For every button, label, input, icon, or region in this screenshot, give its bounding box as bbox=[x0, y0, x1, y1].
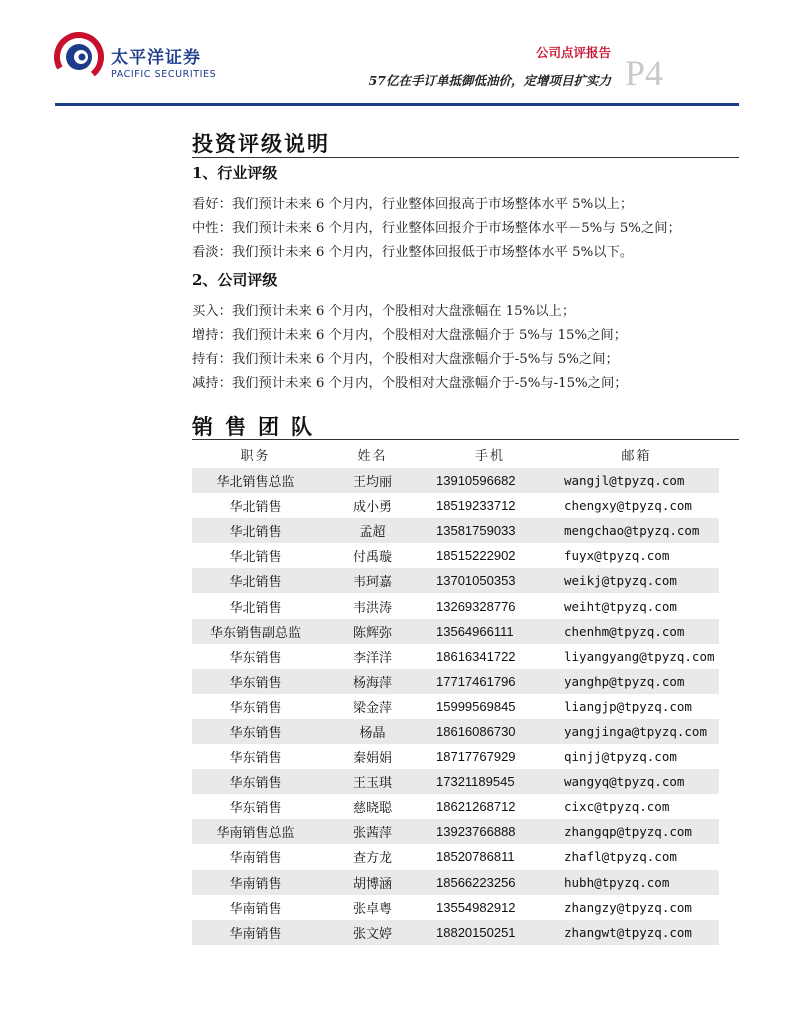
email-cell[interactable]: zhangwt@tpyzq.com bbox=[554, 920, 719, 945]
phone-cell: 13581759033 bbox=[426, 518, 554, 543]
email-cell[interactable]: fuyx@tpyzq.com bbox=[564, 548, 670, 564]
column-header-name: 姓名 bbox=[357, 449, 388, 464]
email-cell[interactable]: zhangqp@tpyzq.com bbox=[554, 819, 719, 844]
table-row bbox=[192, 619, 719, 644]
phone-cell: 17321189545 bbox=[426, 769, 554, 794]
title-cell: 华东销售 bbox=[192, 669, 319, 694]
brand-name-cn: 太平洋证券 bbox=[111, 48, 201, 68]
phone-cell: 18616086730 bbox=[426, 719, 554, 744]
table-row bbox=[192, 468, 719, 493]
title-cell: 华南销售总监 bbox=[192, 819, 319, 844]
report-type: 公司点评报告 bbox=[535, 45, 611, 60]
rating-section-title: 投资评级说明 bbox=[192, 131, 330, 156]
email-cell[interactable]: chengxy@tpyzq.com bbox=[564, 498, 692, 514]
page-number: P4 bbox=[625, 53, 664, 93]
title-cell: 华北销售 bbox=[229, 500, 282, 516]
industry-rating-line: 看好：我们预计未来 6 个月内，行业整体回报高于市场整体水平 5%以上； bbox=[192, 197, 634, 212]
name-cell: 杨晶 bbox=[319, 719, 426, 744]
title-cell: 华东销售 bbox=[229, 751, 282, 767]
table-row bbox=[192, 493, 719, 518]
name-cell: 慈晓聪 bbox=[352, 801, 392, 817]
email-cell[interactable]: zhafl@tpyzq.com bbox=[564, 849, 677, 865]
title-cell: 华东销售 bbox=[192, 769, 319, 794]
name-cell: 王均丽 bbox=[319, 468, 426, 493]
title-cell: 华北销售 bbox=[192, 568, 319, 593]
email-cell[interactable]: liangjp@tpyzq.com bbox=[564, 698, 692, 714]
table-row bbox=[192, 895, 719, 920]
name-cell: 张茜萍 bbox=[319, 819, 426, 844]
email-cell[interactable]: hubh@tpyzq.com bbox=[554, 870, 719, 895]
name-cell: 王玉琪 bbox=[319, 769, 426, 794]
name-cell: 张卓粤 bbox=[352, 901, 392, 917]
email-cell[interactable]: yangjinga@tpyzq.com bbox=[554, 719, 719, 744]
email-cell[interactable]: qinjj@tpyzq.com bbox=[564, 749, 677, 765]
table-row bbox=[192, 819, 719, 844]
company-rating-line: 买入：我们预计未来 6 个月内，个股相对大盘涨幅在 15%以上； bbox=[192, 304, 576, 319]
phone-cell: 18621268712 bbox=[436, 799, 516, 815]
email-cell[interactable]: wangyq@tpyzq.com bbox=[554, 769, 719, 794]
sales-team-divider bbox=[192, 439, 739, 440]
brand-name-en: PACIFIC SECURITIES bbox=[111, 69, 217, 80]
sales-team-title: 销售团队 bbox=[192, 414, 324, 439]
industry-rating-heading: 1、行业评级 bbox=[192, 164, 278, 182]
email-cell[interactable]: mengchao@tpyzq.com bbox=[554, 518, 719, 543]
table-row bbox=[192, 568, 719, 593]
table-row bbox=[192, 719, 719, 744]
column-header-phone: 手机 bbox=[474, 449, 505, 464]
phone-cell: 18520786811 bbox=[436, 849, 515, 865]
sales-team-table bbox=[192, 441, 719, 945]
phone-cell: 13923766888 bbox=[426, 819, 554, 844]
table-header-row bbox=[192, 441, 719, 468]
name-cell: 秦娟娟 bbox=[352, 751, 392, 767]
name-cell: 杨海萍 bbox=[319, 669, 426, 694]
email-cell[interactable]: weiht@tpyzq.com bbox=[564, 598, 677, 614]
table-row bbox=[192, 769, 719, 794]
title-cell: 华北销售 bbox=[229, 550, 282, 566]
title-cell: 华北销售 bbox=[192, 518, 319, 543]
phone-cell: 13564966111 bbox=[426, 619, 554, 644]
email-cell[interactable]: weikj@tpyzq.com bbox=[554, 568, 719, 593]
table-row bbox=[192, 669, 719, 694]
phone-cell: 13269328776 bbox=[436, 598, 516, 614]
header-divider bbox=[55, 103, 739, 106]
email-cell[interactable]: wangjl@tpyzq.com bbox=[554, 468, 719, 493]
name-cell: 李洋洋 bbox=[352, 650, 392, 666]
title-cell: 华南销售 bbox=[229, 851, 282, 867]
pacific-securities-logo bbox=[54, 32, 104, 82]
title-cell: 华东销售 bbox=[229, 700, 282, 716]
column-header-title: 职务 bbox=[240, 449, 271, 464]
table-row bbox=[192, 870, 719, 895]
phone-cell: 18820150251 bbox=[426, 920, 554, 945]
table-row bbox=[192, 644, 719, 669]
name-cell: 梁金萍 bbox=[352, 700, 392, 716]
phone-cell: 13910596682 bbox=[426, 468, 554, 493]
title-cell: 华东销售 bbox=[229, 801, 282, 817]
report-title: 57亿在手订单抵御低油价，定增项目扩实力 bbox=[368, 73, 611, 88]
company-rating-line: 增持：我们预计未来 6 个月内，个股相对大盘涨幅介于 5%与 15%之间； bbox=[192, 328, 628, 343]
name-cell: 韦洪涛 bbox=[352, 600, 392, 616]
name-cell: 陈辉弥 bbox=[319, 619, 426, 644]
name-cell: 韦珂嘉 bbox=[319, 568, 426, 593]
industry-rating-line: 中性：我们预计未来 6 个月内，行业整体回报介于市场整体水平－5%与 5%之间； bbox=[192, 221, 681, 236]
email-cell[interactable]: yanghp@tpyzq.com bbox=[554, 669, 719, 694]
company-rating-heading: 2、公司评级 bbox=[192, 271, 278, 289]
phone-cell: 13701050353 bbox=[426, 568, 554, 593]
rating-section-divider bbox=[192, 157, 739, 158]
phone-cell: 18566223256 bbox=[426, 870, 554, 895]
column-header-email: 邮箱 bbox=[621, 449, 652, 464]
phone-cell: 18515222902 bbox=[436, 548, 516, 564]
table-row bbox=[192, 518, 719, 543]
title-cell: 华北销售总监 bbox=[192, 468, 319, 493]
phone-cell: 18519233712 bbox=[436, 498, 516, 514]
table-row bbox=[192, 593, 719, 618]
title-cell: 华东销售副总监 bbox=[192, 619, 319, 644]
title-cell: 华南销售 bbox=[229, 901, 282, 917]
email-cell[interactable]: zhangzy@tpyzq.com bbox=[564, 899, 692, 915]
name-cell: 付禹璇 bbox=[352, 550, 392, 566]
email-cell[interactable]: cixc@tpyzq.com bbox=[564, 799, 670, 815]
table-row bbox=[192, 543, 719, 568]
table-row bbox=[192, 794, 719, 819]
phone-cell: 18717767929 bbox=[436, 749, 516, 765]
title-cell: 华北销售 bbox=[229, 600, 282, 616]
email-cell[interactable]: liyangyang@tpyzq.com bbox=[564, 648, 715, 664]
title-cell: 华东销售 bbox=[192, 719, 319, 744]
name-cell: 查方龙 bbox=[352, 851, 392, 867]
table-row bbox=[192, 694, 719, 719]
phone-cell: 15999569845 bbox=[436, 698, 516, 714]
name-cell: 张文婷 bbox=[319, 920, 426, 945]
phone-cell: 17717461796 bbox=[426, 669, 554, 694]
company-rating-line: 持有：我们预计未来 6 个月内，个股相对大盘涨幅介于-5%与 5%之间； bbox=[192, 352, 619, 367]
title-cell: 华南销售 bbox=[192, 870, 319, 895]
name-cell: 成小勇 bbox=[352, 500, 392, 516]
industry-rating-line: 看淡：我们预计未来 6 个月内，行业整体回报低于市场整体水平 5%以下。 bbox=[192, 245, 634, 260]
table-row bbox=[192, 920, 719, 945]
title-cell: 华南销售 bbox=[192, 920, 319, 945]
company-rating-line: 减持：我们预计未来 6 个月内，个股相对大盘涨幅介于-5%与-15%之间； bbox=[192, 376, 628, 391]
table-row bbox=[192, 744, 719, 769]
name-cell: 孟超 bbox=[319, 518, 426, 543]
phone-cell: 13554982912 bbox=[436, 899, 516, 915]
email-cell[interactable]: chenhm@tpyzq.com bbox=[554, 619, 719, 644]
table-row bbox=[192, 844, 719, 869]
phone-cell: 18616341722 bbox=[436, 648, 516, 664]
title-cell: 华东销售 bbox=[229, 650, 282, 666]
name-cell: 胡博涵 bbox=[319, 870, 426, 895]
